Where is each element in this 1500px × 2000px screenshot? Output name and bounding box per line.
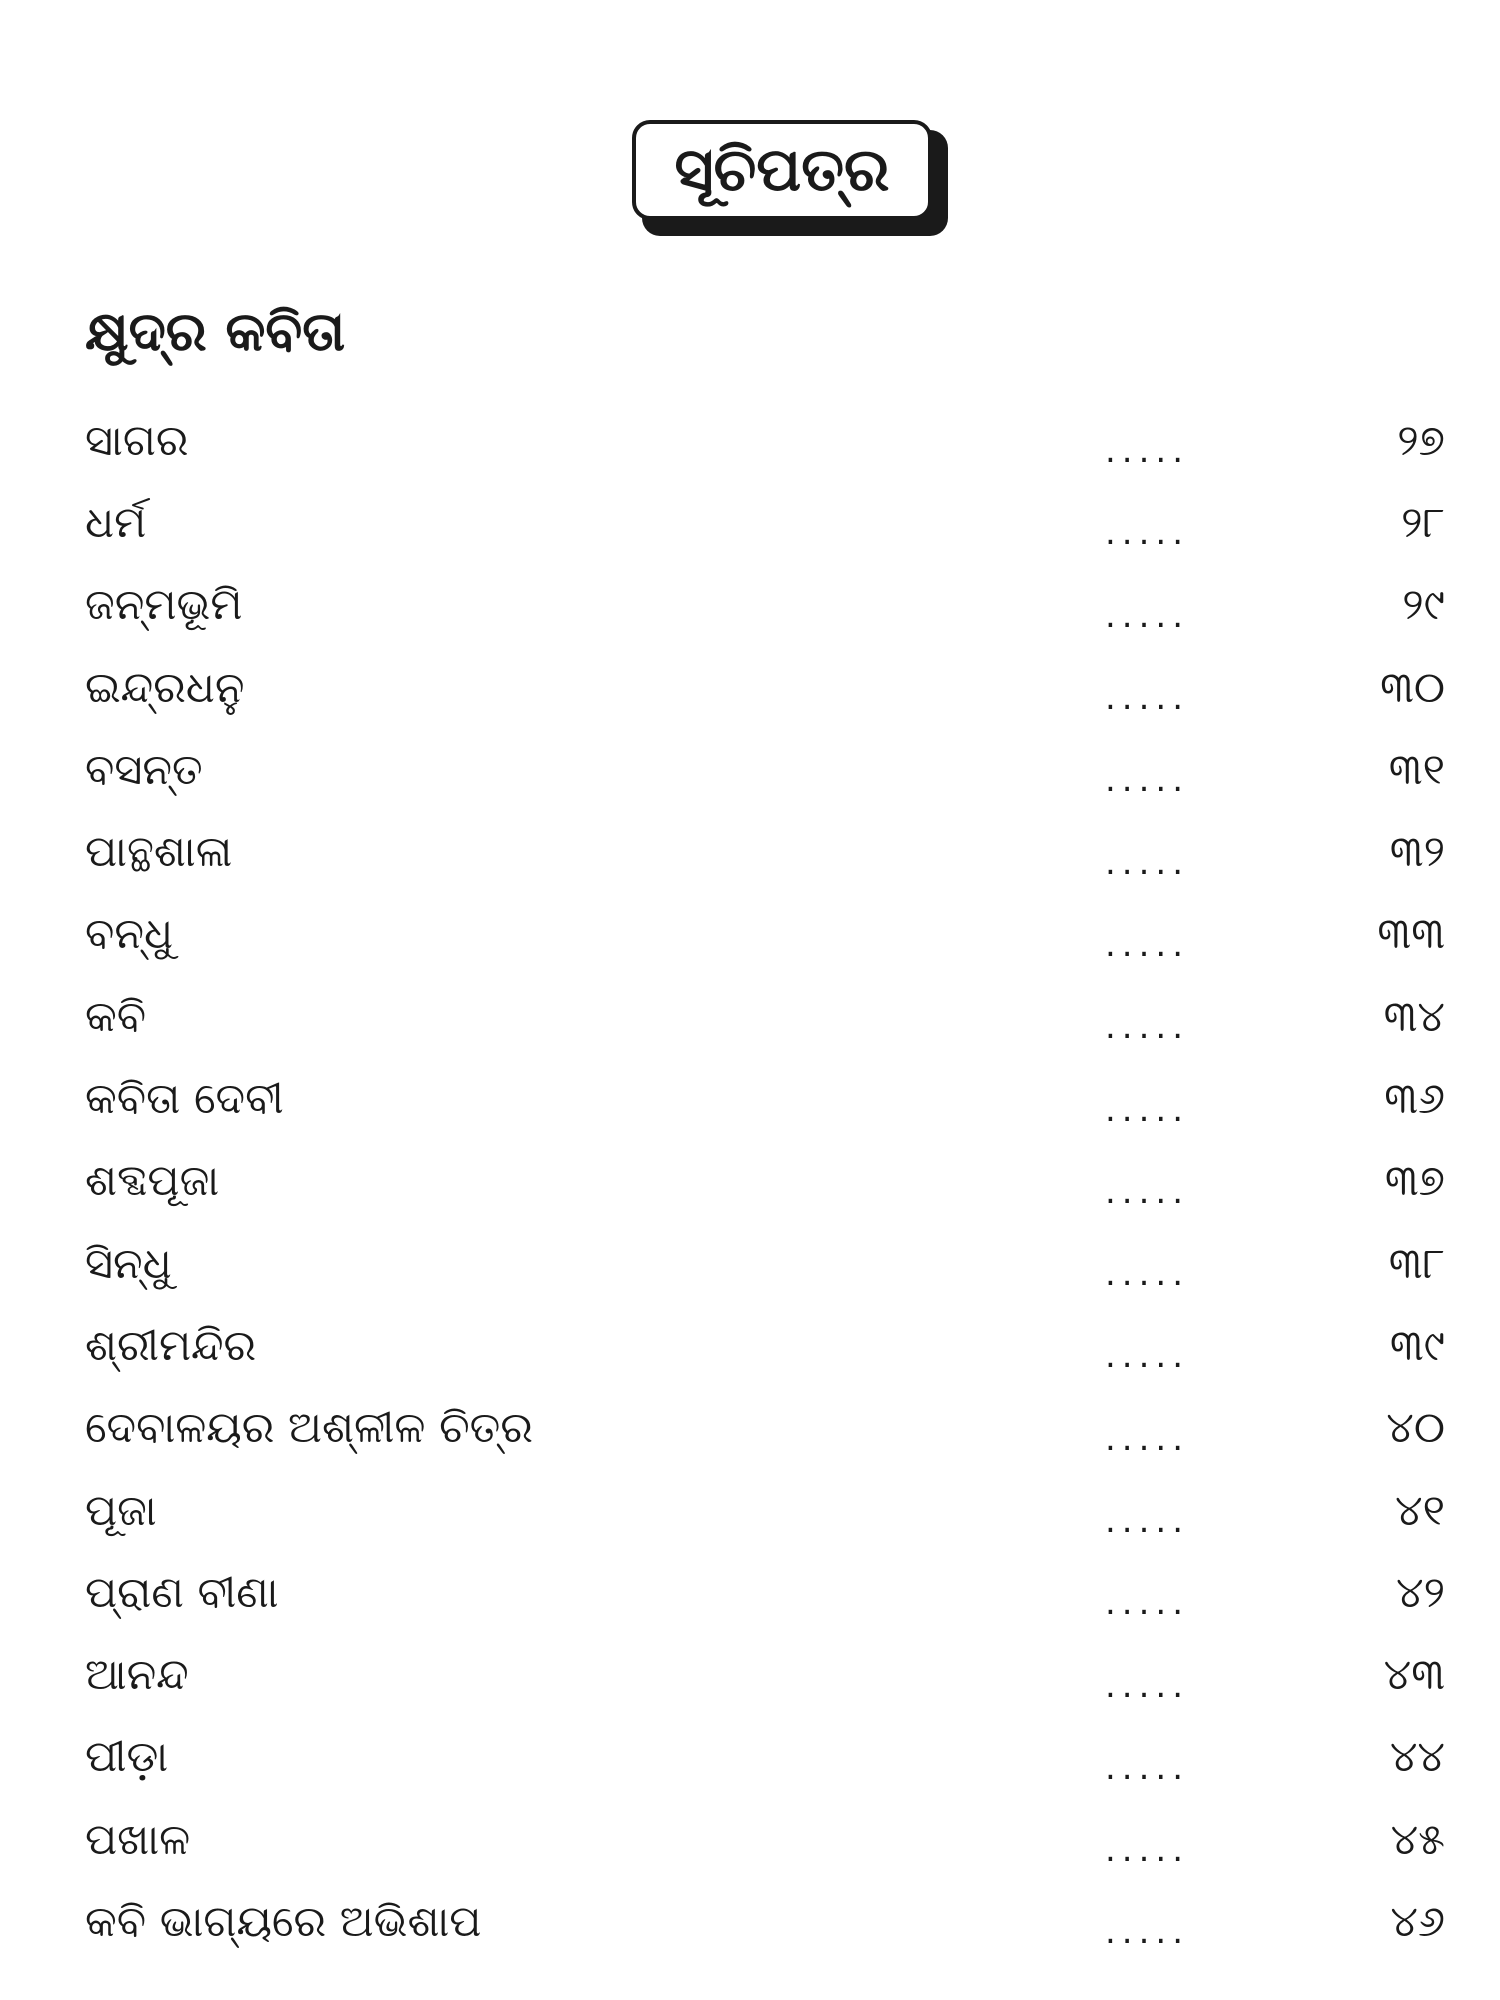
toc-entry-page-number: ୩୯ — [1389, 1320, 1445, 1371]
toc-dot-leader: ..... — [1105, 842, 1190, 883]
toc-entry — [85, 1058, 1445, 1140]
toc-entry — [85, 482, 1445, 564]
toc-dot-leader: ..... — [1105, 1089, 1190, 1130]
toc-entry — [85, 894, 1445, 976]
toc-dot-leader: ..... — [1105, 1830, 1190, 1871]
toc-entry-title: ଶବ୍ଦପୂଜା — [85, 1156, 220, 1207]
toc-entry-title: ପାନ୍ଥଶାଳା — [85, 827, 233, 878]
toc-entry — [85, 976, 1445, 1058]
toc-dot-leader: ..... — [1105, 1418, 1190, 1459]
toc-entry-page-number: ୩୭ — [1384, 1156, 1445, 1207]
toc-entry-title: ସାଗର — [85, 415, 189, 466]
toc-entry — [85, 1634, 1445, 1716]
toc-dot-leader: ..... — [1105, 1254, 1190, 1295]
toc-entry-title: ଇନ୍ଦ୍ରଧନୁ — [85, 662, 245, 713]
toc-dot-leader: ..... — [1105, 431, 1190, 472]
toc-entry — [85, 1141, 1445, 1223]
toc-entry-title: କବିତା ଦେବୀ — [85, 1074, 284, 1125]
toc-entry-page-number: ୪୩ — [1383, 1650, 1445, 1701]
toc-entry — [85, 1881, 1445, 1963]
toc-entry-page-number: ୩୬ — [1384, 1074, 1445, 1125]
toc-dot-leader: ..... — [1105, 1007, 1190, 1048]
toc-entry-title: ଜନ୍ମଭୂମି — [85, 580, 243, 631]
toc-dot-leader: ..... — [1105, 678, 1190, 719]
toc-entry-title: ବସନ୍ତ — [85, 744, 203, 795]
toc-entry — [85, 1552, 1445, 1634]
toc-entry — [85, 1470, 1445, 1552]
toc-entry — [85, 400, 1445, 482]
toc-entry-title: ଧର୍ମ — [85, 497, 147, 548]
toc-entry-title: ଦେବାଳୟର ଅଶ୍ଳୀଳ ଚିତ୍ର — [85, 1403, 533, 1454]
toc-dot-leader: ..... — [1105, 1583, 1190, 1624]
toc-entry-page-number: ୨୯ — [1402, 580, 1445, 631]
page-title: ସୂଚିପତ୍ର — [674, 135, 890, 205]
toc-entry-page-number: ୪୨ — [1396, 1567, 1445, 1618]
toc-entry-page-number: ୩୧ — [1388, 744, 1445, 795]
toc-entry — [85, 1305, 1445, 1387]
toc-entry-page-number: ୩୩ — [1377, 909, 1445, 960]
toc-entry — [85, 729, 1445, 811]
toc-entry-title: ସିନ୍ଧୁ — [85, 1238, 172, 1289]
toc-entry-page-number: ୨୭ — [1397, 415, 1445, 466]
toc-dot-leader: ..... — [1105, 760, 1190, 801]
toc-entry-page-number: ୪୬ — [1390, 1896, 1445, 1947]
title-box — [632, 120, 932, 220]
toc-entry-title: ଆନନ୍ଦ — [85, 1650, 189, 1701]
toc-entry-title: ଶ୍ରୀମନ୍ଦିର — [85, 1320, 257, 1371]
toc-entry-page-number: ୩୦ — [1380, 662, 1445, 713]
toc-dot-leader: ..... — [1105, 1912, 1190, 1953]
toc-entry-page-number: ୪୧ — [1395, 1485, 1445, 1536]
toc-entry-title: ପଖାଳ — [85, 1814, 191, 1865]
toc-entry-title: ପ୍ରାଣ ବୀଣା — [85, 1567, 279, 1618]
toc-list — [85, 400, 1445, 1964]
toc-entry-title: କବି ଭାଗ୍ୟରେ ଅଭିଶାପ — [85, 1896, 482, 1947]
title-frame — [632, 120, 948, 236]
toc-dot-leader: ..... — [1105, 1501, 1190, 1542]
toc-entry — [85, 811, 1445, 893]
toc-dot-leader: ..... — [1105, 925, 1190, 966]
toc-entry — [85, 1388, 1445, 1470]
toc-dot-leader: ..... — [1105, 1665, 1190, 1706]
toc-entry-title: କବି — [85, 991, 147, 1042]
toc-entry-title: ପୂଜା — [85, 1485, 157, 1536]
toc-dot-leader: ..... — [1105, 513, 1190, 554]
toc-entry — [85, 647, 1445, 729]
toc-entry-page-number: ୩୮ — [1388, 1238, 1445, 1289]
toc-entry-page-number: ୨୮ — [1401, 497, 1445, 548]
toc-dot-leader: ..... — [1105, 595, 1190, 636]
toc-dot-leader: ..... — [1105, 1172, 1190, 1213]
toc-entry — [85, 1223, 1445, 1305]
toc-dot-leader: ..... — [1105, 1336, 1190, 1377]
toc-entry — [85, 565, 1445, 647]
toc-dot-leader: ..... — [1105, 1748, 1190, 1789]
toc-entry-page-number: ୪୦ — [1386, 1403, 1445, 1454]
toc-entry-page-number: ୩୪ — [1383, 991, 1445, 1042]
toc-entry-page-number: ୪୪ — [1389, 1732, 1445, 1783]
toc-entry-page-number: ୩୨ — [1389, 827, 1445, 878]
section-heading: କ୍ଷୁଦ୍ର କବିତା — [85, 300, 346, 363]
toc-entry — [85, 1717, 1445, 1799]
toc-entry-title: ବନ୍ଧୁ — [85, 909, 174, 960]
toc-entry-title: ପୀଡ଼ା — [85, 1732, 169, 1783]
toc-entry-page-number: ୪୫ — [1390, 1814, 1445, 1865]
toc-entry — [85, 1799, 1445, 1881]
